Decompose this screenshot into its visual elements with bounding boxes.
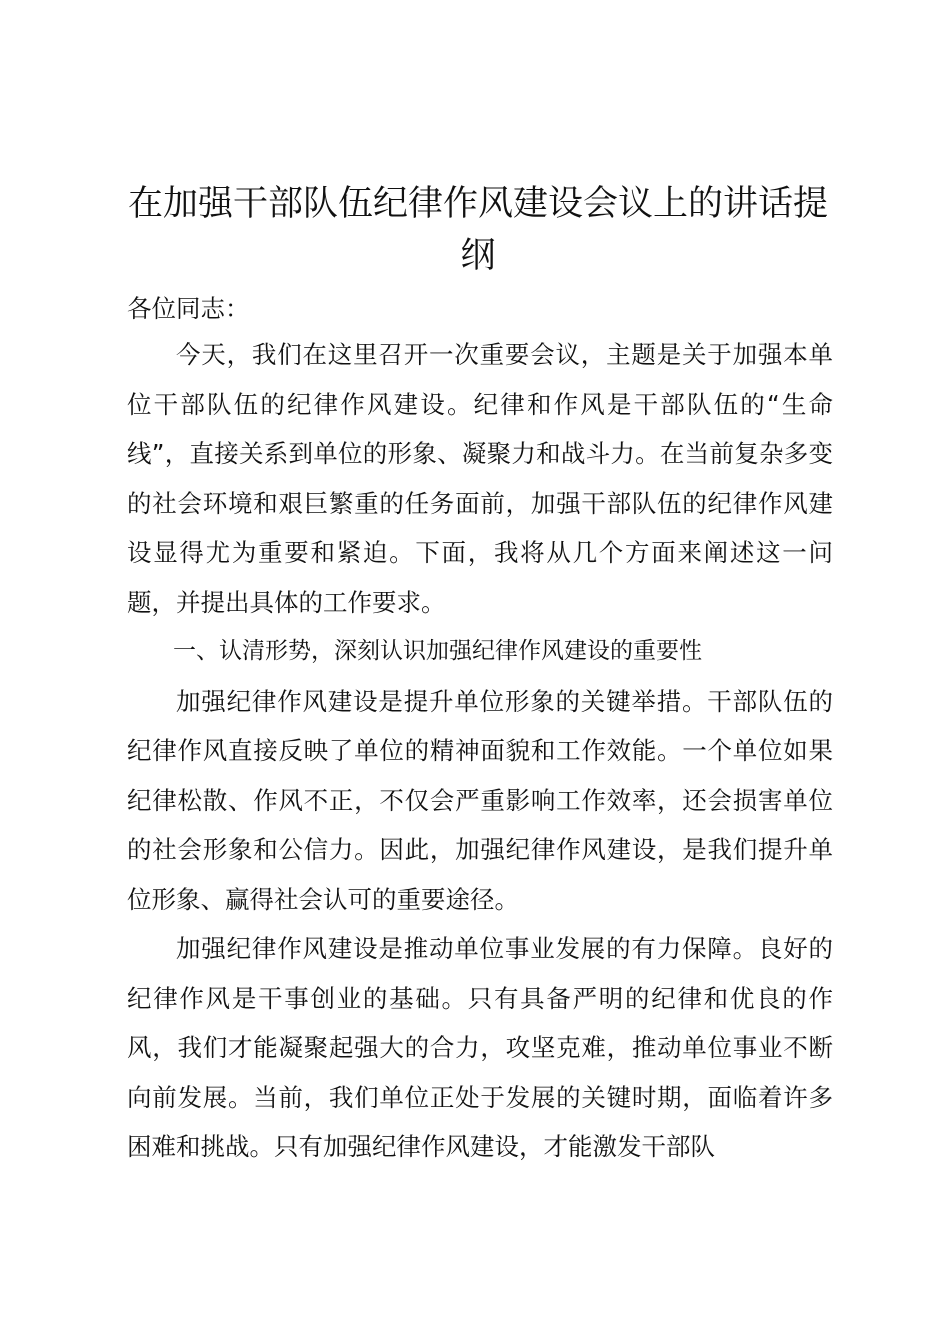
document-title: 在加强干部队伍纪律作风建设会议上的讲话提纲: [127, 184, 828, 276]
section-paragraph-2: 加强纪律作风建设是推动单位事业发展的有力保障。良好的纪律作风是干事创业的基础。只有具备严明的纪律和优良的作风，我们才能凝聚起强大的合力，攻坚克难，推动单位事业不断向前发展。当前，我们单位正处于发展的关键时期，面临着许多困难和挑战。只有加强纪律作风建设，才能激发干部队: [127, 934, 833, 1161]
section-paragraph-1: 加强纪律作风建设是提升单位形象的关键举措。干部队伍的纪律作风直接反映了单位的精神面貌和工作效能。一个单位如果纪律松散、作风不正，不仅会严重影响工作效率，还会损害单位的社会形象和公信力。因此，加强纪律作风建设，是我们提升单位形象、赢得社会认可的重要途径。: [127, 686, 833, 914]
section-heading: 一、认清形势，深刻认识加强纪律作风建设的重要性: [173, 638, 702, 664]
salutation: 各位同志：: [127, 294, 250, 323]
intro-paragraph: 今天，我们在这里召开一次重要会议，主题是关于加强本单位干部队伍的纪律作风建设。纪律和作风是干部队伍的“生命线”，直接关系到单位的形象、凝聚力和战斗力。在当前复杂多变的社会环境和艰巨繁重的任务面前，加强干部队伍的纪律作风建设显得尤为重要和紧迫。下面，我将从几个方面来阐述这一问题，并提出具体的工作要求。: [127, 340, 833, 617]
document-body: [127, 284, 833, 1172]
